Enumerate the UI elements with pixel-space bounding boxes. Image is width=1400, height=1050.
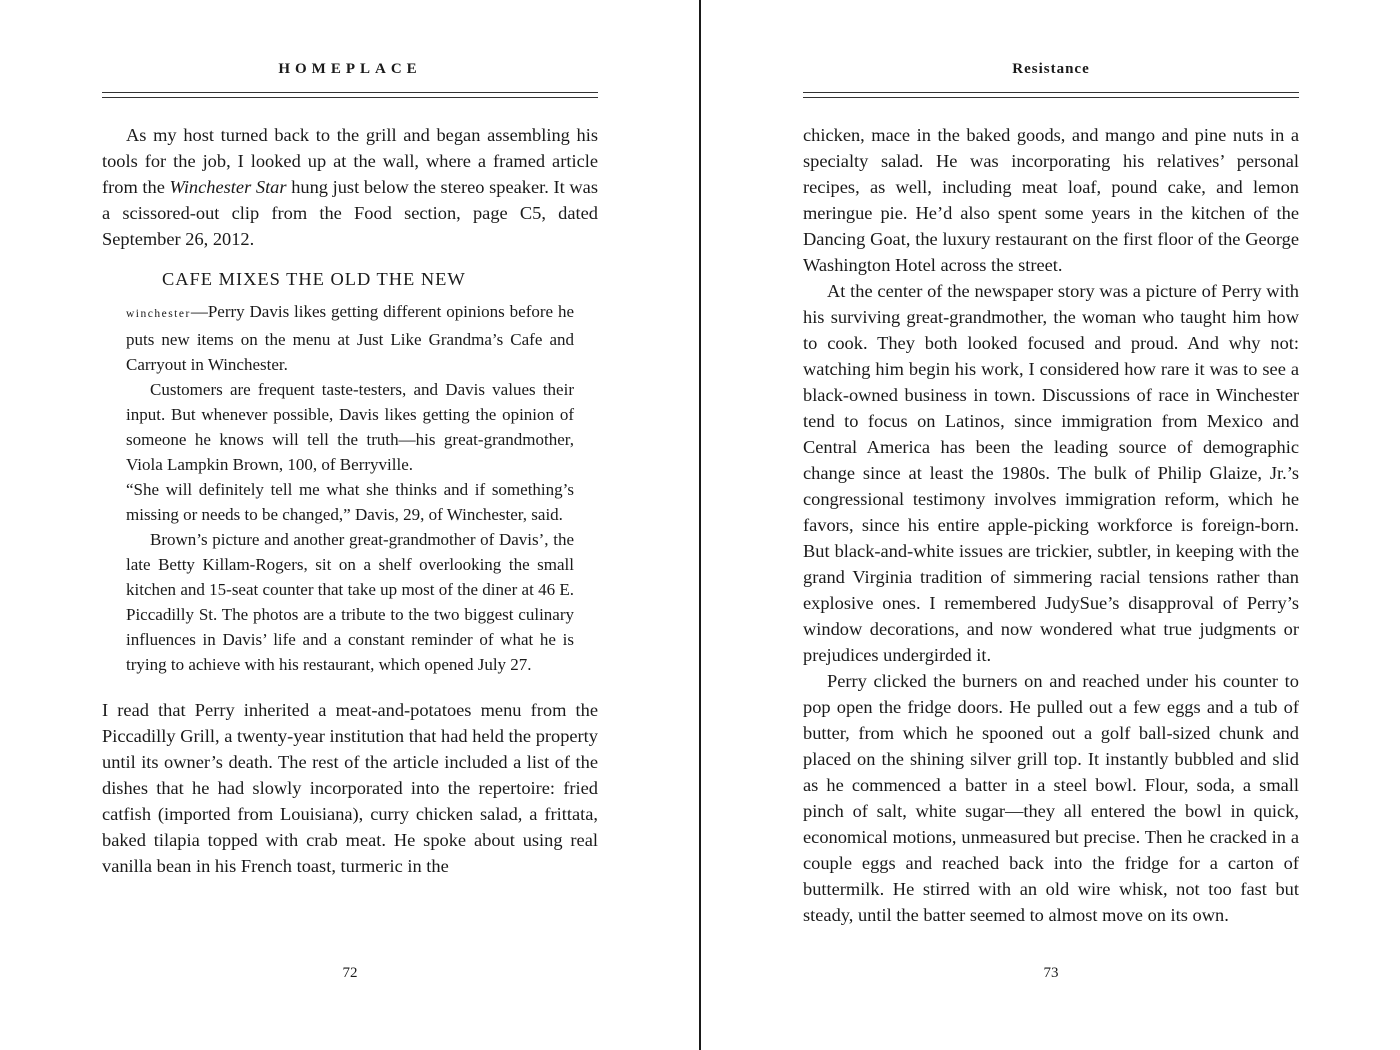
page-number-right: 73 bbox=[1043, 965, 1059, 981]
paragraph: Perry clicked the burners on and reached under his counter to pop open the fridge doors. He pulled out a few eggs and a tub of butter, from which he spooned out a golf ball-sized chunk and placed on the shining silver grill top. It instantly bubbled and slid as he commenced a batter in a steel bowl. Flour, soda, a small pinch of salt, white sugar—they all entered the bowl in quick, economical motions, unmeasured but precise. Then he cracked in a couple eggs and reached back into the fridge for a carton of buttermilk. He stirred with an old wire whisk, not too fast but steady, until the batter seemed to almost move on its own. bbox=[803, 671, 1299, 925]
header-rule-left bbox=[102, 92, 598, 98]
left-page-body bbox=[102, 122, 598, 879]
page-number-left: 72 bbox=[342, 965, 358, 981]
paragraph bbox=[102, 122, 598, 252]
left-page bbox=[0, 0, 699, 1050]
clipping-paragraph: Brown’s picture and another great-grandmother of Davis’, the late Betty Killam-Rogers, sit on a shelf overlooking the small kitchen and 15-seat counter that take up most of the diner at 46 E. Piccadilly St. The photos are a tribute to the two biggest culinary influences in Davis’ life and a constant reminder of what he is trying to achieve with his restaurant, which opened July 27. bbox=[126, 530, 574, 674]
paragraph: At the center of the newspaper story was a picture of Perry with his surviving great-grandmother, the woman who taught him how to cook. They both looked focused and proud. And why not: watching him begin his work, I considered how rare it was to see a black-owned business in town. Discussions of race in Winchester tend to focus on Latinos, since immigration from Mexico and Central America has been the leading source of demographic change since at least the 1980s. The bulk of Philip Glaize, Jr.’s congressional testimony involves immigration reform, which he favors, since his entire apple-picking workforce is foreign-born. But black-and-white issues are trickier, subtler, in keeping with the grand Virginia tradition of simmering racial tensions rather than explosive ones. I remembered JudySue’s disapproval of Perry’s window decorations, and now wondered what true judgments or prejudices undergirded it. bbox=[803, 281, 1299, 665]
header-rule-right bbox=[803, 92, 1299, 98]
right-page bbox=[701, 0, 1400, 1050]
dateline: winchester bbox=[126, 308, 191, 320]
paragraph-text: As my host turned back to the grill and began assembling his tools for the job, I looked up at the wall, where a framed article from the bbox=[102, 125, 598, 197]
clipping-paragraph: Customers are frequent taste-testers, and Davis values their input. But whenever possible, Davis likes getting the opinion of someone he knows will tell the truth—his great-grandmother, Viola Lampkin Brown, 100, of Berryville. bbox=[126, 380, 574, 474]
running-head-right: Resistance bbox=[1012, 61, 1090, 77]
running-head-left: HOMEPLACE bbox=[278, 61, 422, 77]
paragraph: I read that Perry inherited a meat-and-potatoes menu from the Piccadilly Grill, a twenty-year institution that had held the property until its owner’s death. The rest of the article included a list of the dishes that he had slowly incorporated into the repertoire: fried catfish (imported from Louisiana), curry chicken salad, a frittata, baked tilapia topped with crab meat. He spoke about using real vanilla bean in his French toast, turmeric in the bbox=[102, 700, 598, 876]
paragraph: chicken, mace in the baked goods, and mango and pine nuts in a specialty salad. He was incorporating his relatives’ personal recipes, as well, including meat loaf, pound cake, and lemon meringue pie. He’d also spent some years in the kitchen of the Dancing Goat, the luxury restaurant on the first floor of the George Washington Hotel across the street. bbox=[803, 125, 1299, 275]
newspaper-title: Winchester Star bbox=[169, 177, 287, 197]
section-gap bbox=[102, 677, 598, 697]
clipping-text: —Perry Davis likes getting different opinions before he puts new items on the menu at Just Like Grandma’s Cafe and Carryout in Winchester. bbox=[126, 302, 574, 374]
paragraph-text: hung just below the stereo speaker. It was a scissored-out clip from the Food section, page C5, dated September 26, 2012. bbox=[102, 177, 598, 249]
newspaper-clipping bbox=[102, 266, 574, 677]
clipping-paragraph bbox=[126, 299, 574, 377]
clipping-headline: CAFE MIXES THE OLD THE NEW bbox=[162, 269, 466, 289]
right-page-body bbox=[803, 122, 1299, 928]
clipping-paragraph: “She will definitely tell me what she thinks and if something’s missing or needs to be changed,” Davis, 29, of Winchester, said. bbox=[126, 480, 574, 524]
